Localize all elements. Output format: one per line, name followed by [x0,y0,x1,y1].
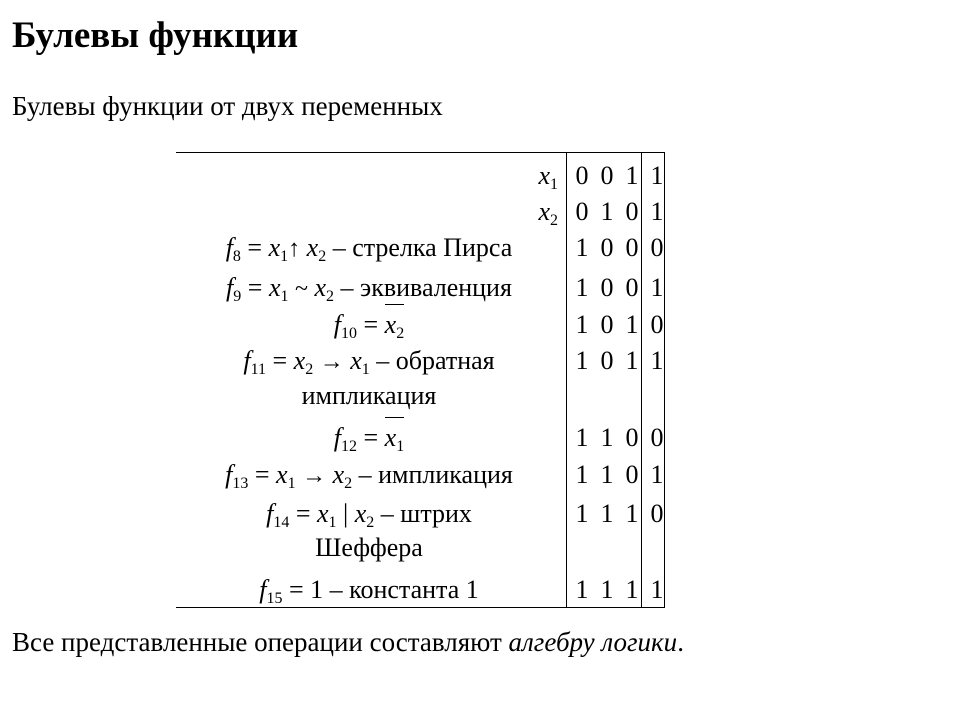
cell-value: 1 [625,499,639,528]
truth-table [176,152,665,608]
cell-value: 1 [575,423,589,452]
cell-value: 0 [575,197,589,226]
cell-value: 1 [650,460,664,489]
cell-value: 1 [650,197,664,226]
cell-value: 0 [575,161,589,190]
cell-value: 1 [600,499,614,528]
cell-value: 1 [600,575,614,604]
row-label: $f_{15} = 1$ – константа 1 [259,575,479,607]
cell-value: 1 [575,233,589,262]
row-label: $f_{12}$ = $x_1$ [176,423,562,453]
cell-value: 1 [575,460,589,489]
slide-title: Булевы функции [12,15,299,56]
cell-value: 0 [600,273,614,302]
arrow-right-icon: → [302,463,327,489]
slide-subtitle: Булевы функции от двух переменных [12,91,443,121]
cell-value: 0 [600,310,614,339]
row-label: $f_{11} = x_2 \to x_1$ – обратная импликация [243,346,495,410]
cell-value: 1 [575,346,589,375]
cell-value: 0 [625,273,639,302]
cell-value: 1 [600,197,614,226]
table-divider-labels [566,153,567,607]
cell-value: 1 [575,499,589,528]
cell-value: 0 [650,233,664,262]
cell-value: 1 [625,346,639,375]
cell-value: 0 [650,499,664,528]
cell-value: 1 [650,575,664,604]
row-label: $x_2$ [538,197,558,229]
row-label: $f_{10}$ = $x_2$ [176,310,562,340]
negation-overline: $x_2$ [385,310,405,340]
negation-overline: $x_1$ [385,423,405,453]
cell-value: 1 [650,161,664,190]
cell-value: 1 [575,273,589,302]
cell-value: 1 [625,575,639,604]
cell-value: 1 [650,273,664,302]
cell-value: 0 [625,233,639,262]
cell-value: 0 [625,460,639,489]
row-label: $f_{14} = x_1$ | $x_2$ – штрих Шеффера [266,499,472,562]
cell-value: 1 [650,346,664,375]
arrow-up-icon: ↑ [288,236,301,262]
cell-value: 0 [600,233,614,262]
bottom-text-emphasis: алгебру логики [508,627,678,657]
cell-value: 1 [575,575,589,604]
row-label: $x_1$ [538,161,558,193]
cell-value: 0 [600,346,614,375]
row-label: $f_8$ = $x_1↑$ $x_2$ – стрелка Пирса [225,233,513,265]
cell-value: 1 [625,161,639,190]
cell-value: 1 [600,423,614,452]
pipe-symbol: | [343,499,349,528]
cell-value: 0 [625,423,639,452]
bottom-text: Все представленные операции составляют алгебру логики. [12,627,684,657]
cell-value: 0 [625,197,639,226]
cell-value: 1 [625,310,639,339]
tilde-icon: ~ [295,276,308,302]
cell-value: 0 [650,310,664,339]
cell-value: 0 [650,423,664,452]
cell-value: 1 [600,460,614,489]
row-label: $f_{13} = x_1 \to x_2$ – импликация [225,460,513,492]
cell-value: 1 [575,310,589,339]
cell-value: 0 [600,161,614,190]
row-label: $f_9 = x_1$ ~ $x_2$ – эквиваленция [226,273,512,305]
arrow-right-icon: → [319,349,344,375]
